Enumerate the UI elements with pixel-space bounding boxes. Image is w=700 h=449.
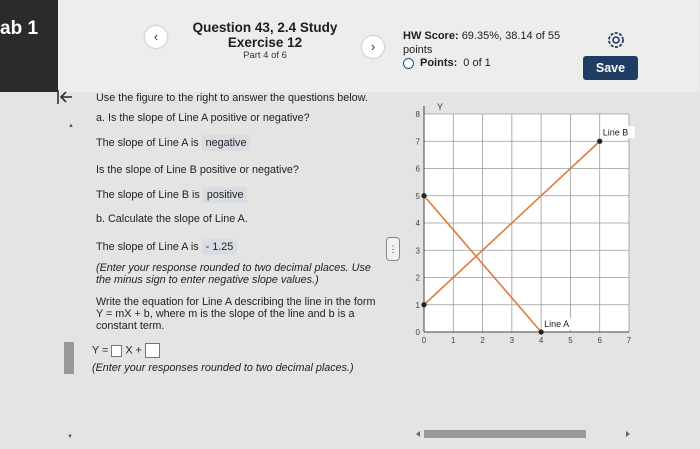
question-c-prompt: b. Calculate the slope of Line A. [96, 213, 248, 225]
question-title-line1: Question 43, 2.4 Study [192, 20, 338, 35]
x-tick-label: 0 [421, 336, 427, 345]
y-tick-label: 8 [415, 110, 420, 119]
slope-input[interactable] [111, 345, 122, 357]
scroll-up-arrow-icon[interactable]: ▲ [68, 123, 74, 129]
collapse-panel-icon[interactable] [54, 86, 76, 108]
hw-score-label: HW Score: [403, 30, 459, 42]
question-b-prompt: Is the slope of Line B positive or negative? [96, 164, 299, 176]
next-question-button[interactable]: › [362, 36, 384, 58]
equation-hint: (Enter your responses rounded to two decimal places.) [92, 362, 354, 374]
y-tick-label: 6 [415, 164, 420, 174]
question-part: Part 4 of 6 [243, 50, 287, 61]
question-title [190, 20, 340, 50]
y-tick-label: 0 [415, 328, 420, 337]
scroll-down-arrow-icon[interactable]: ▼ [67, 434, 73, 440]
answer-b-value[interactable]: positive [203, 187, 248, 203]
series-point [421, 302, 426, 307]
intercept-input[interactable] [145, 343, 160, 358]
equation-entry-line [92, 343, 160, 358]
horizontal-scrollbar-thumb[interactable] [424, 430, 586, 438]
line-chart [400, 92, 700, 427]
x-tick-label: 5 [568, 336, 573, 345]
x-tick-label: 1 [451, 336, 456, 345]
x-tick-label: 2 [480, 336, 485, 345]
equation-instructions-2: Y = mX + b, where m is the slope of the line and b is a [96, 308, 355, 320]
answer-a-value[interactable]: negative [202, 135, 251, 151]
save-button[interactable]: Save [583, 56, 638, 80]
status-circle-icon [403, 58, 414, 69]
equation-instructions-1: Write the equation for Line A describing the line in the form [96, 296, 376, 308]
y-tick-label: 4 [415, 219, 420, 228]
question-a-prompt: a. Is the slope of Line A positive or negative? [96, 112, 310, 124]
hw-score-suffix: points [403, 44, 433, 56]
x-tick-label: 4 [538, 336, 544, 345]
answer-c-value[interactable]: - 1.25 [202, 239, 238, 255]
gear-icon[interactable] [606, 30, 626, 50]
equation-instructions-3: constant term. [96, 320, 165, 332]
answer-c-hint-1: (Enter your response rounded to two decimal places. Use [96, 262, 371, 274]
answer-a-prefix: The slope of Line A is [96, 137, 199, 149]
y-tick-label: 2 [415, 273, 420, 283]
points-status [403, 57, 491, 69]
points-label: Points: [420, 57, 458, 69]
hw-score [403, 29, 583, 57]
points-value: 0 of 1 [463, 57, 491, 69]
vertical-scrollbar-thumb[interactable] [64, 342, 74, 374]
y-axis-label: Y [437, 102, 444, 112]
equation-prefix: Y = [92, 344, 109, 357]
series-point [539, 329, 544, 334]
question-a-answer-line [96, 135, 250, 151]
x-tick-label: 6 [597, 336, 602, 345]
series-point [597, 139, 602, 144]
lab-tab-label[interactable]: ab 1 [0, 18, 39, 39]
x-tick-label: 3 [509, 336, 515, 345]
question-c-answer-line [96, 239, 237, 255]
series-point [421, 193, 426, 198]
previous-question-button[interactable]: ‹ [145, 26, 167, 48]
equation-mid: X + [125, 344, 142, 357]
figure-pane [400, 92, 700, 449]
hw-score-value: 69.35%, 38.14 of 55 [461, 30, 561, 42]
answer-b-prefix: The slope of Line B is [96, 189, 200, 201]
scroll-right-arrow-icon[interactable] [626, 431, 630, 437]
y-tick-label: 7 [415, 137, 420, 147]
y-tick-label: 5 [415, 191, 420, 201]
header-bar [0, 0, 700, 92]
series-label: Line A [544, 319, 570, 329]
pane-resize-handle[interactable]: ⋮ [386, 237, 400, 261]
series-label: Line B [602, 127, 629, 138]
question-intro: Use the figure to the right to answer the questions below. [96, 92, 368, 104]
question-pane [78, 92, 388, 449]
answer-c-prefix: The slope of Line A is [96, 241, 199, 253]
x-tick-label: 7 [626, 336, 632, 345]
question-title-line2: Exercise 12 [227, 35, 303, 50]
lab-tab-area [0, 0, 58, 92]
y-tick-label: 3 [415, 246, 420, 256]
scroll-left-arrow-icon[interactable] [416, 431, 420, 437]
y-tick-label: 1 [415, 300, 420, 310]
answer-c-hint-2: the minus sign to enter negative slope values.) [96, 274, 319, 286]
left-gutter [0, 92, 78, 449]
question-b-answer-line [96, 187, 247, 203]
horizontal-scrollbar[interactable] [414, 427, 632, 441]
